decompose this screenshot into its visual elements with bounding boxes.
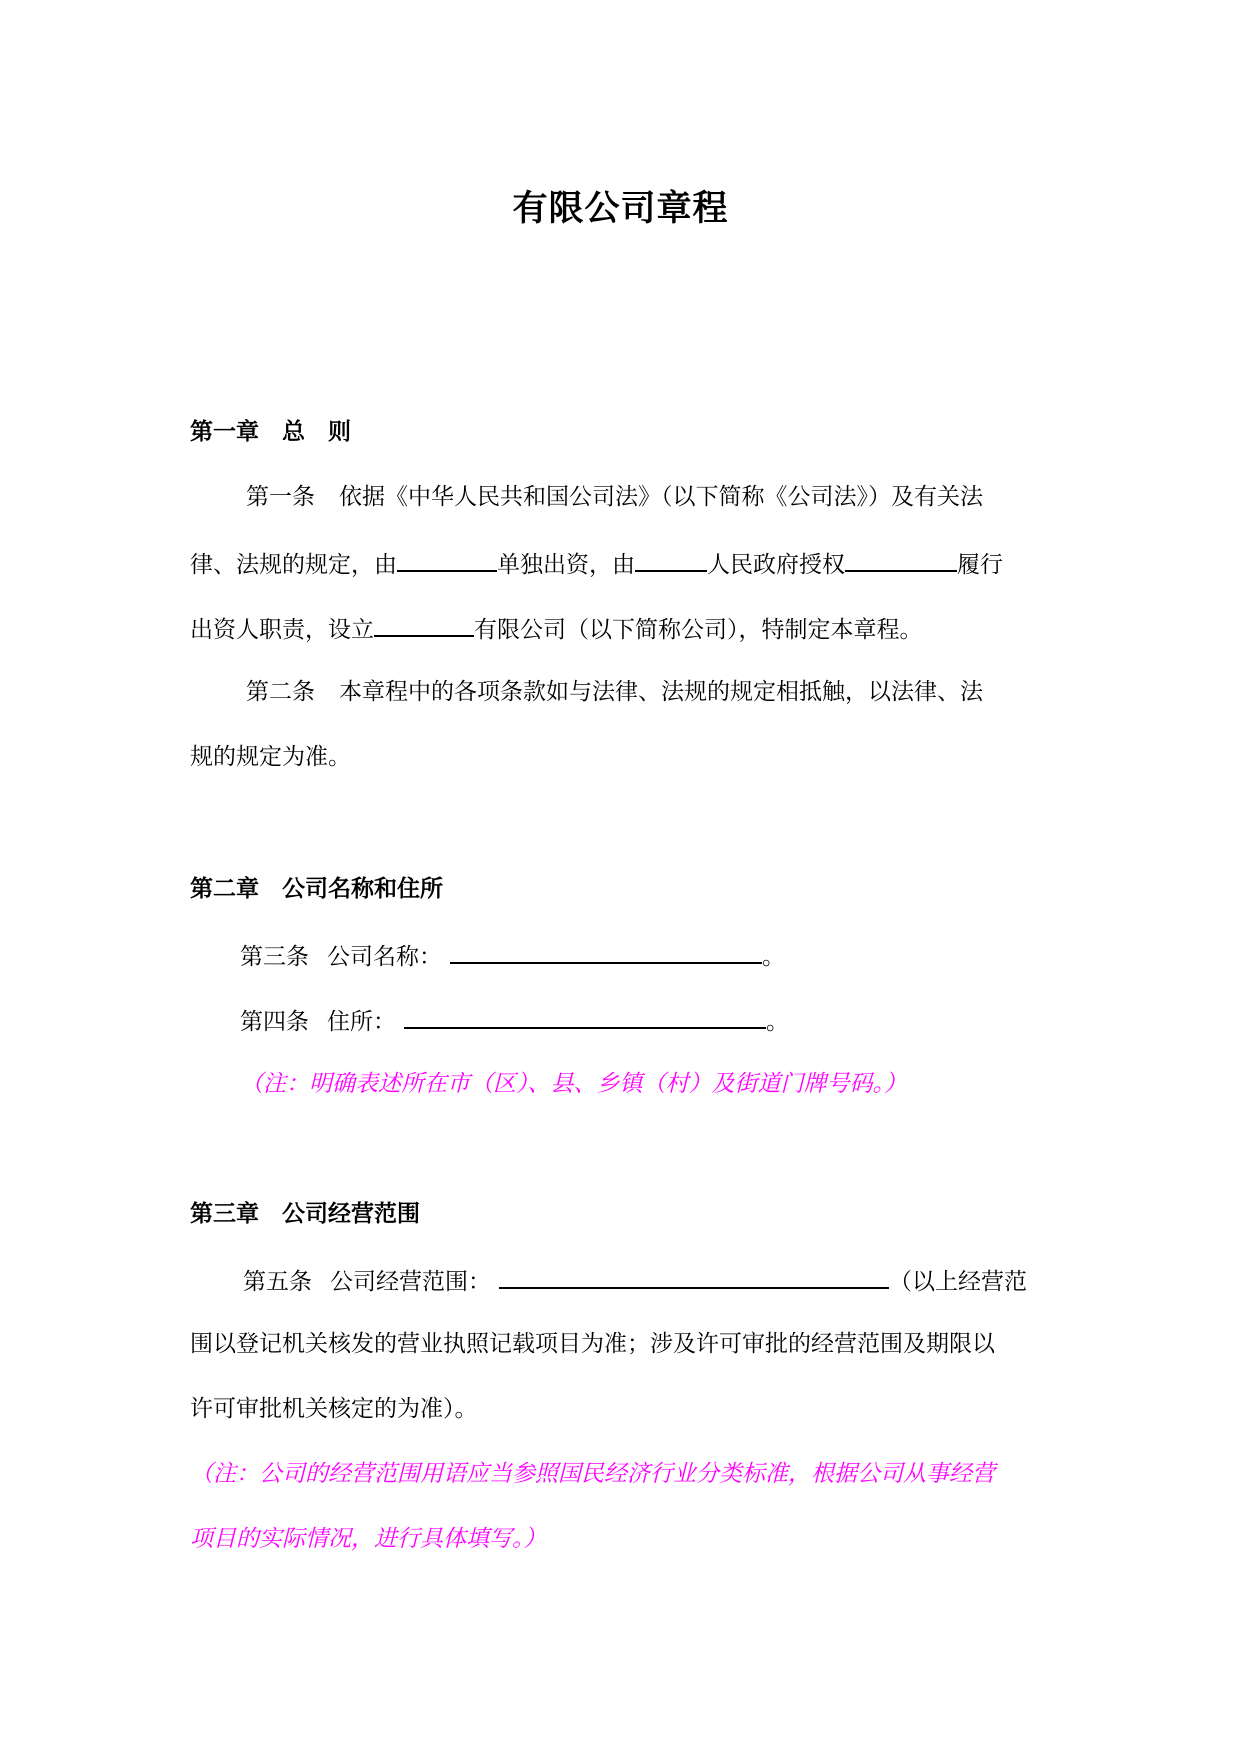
article-4-label: 第四条 [240,1009,309,1035]
article-5-line-3: 许可审批机关核定的为准）。 [190,1396,478,1422]
article-2-label: 第二条 [246,679,315,705]
period: 。 [766,1009,789,1035]
address-note: （注：明确表述所在市（区）、县、乡镇（村）及街道门牌号码。） [240,1071,907,1097]
article-1-line-2 [190,546,1003,581]
fill-in-blank[interactable] [845,546,957,572]
article-1-text: 单独出资，由 [497,552,635,578]
article-1-line-1 [246,481,983,513]
article-3-label: 第三条 [240,944,309,970]
business-scope-note-line-1: （注：公司的经营范围用语应当参照国民经济行业分类标准，根据公司从事经营 [190,1461,995,1487]
article-2-line-1 [246,676,983,708]
document-title: 有限公司章程 [512,189,729,229]
chapter-2-heading: 第二章 公司名称和住所 [190,876,443,902]
chapter-1-heading: 第一章 总 则 [190,419,351,445]
article-1-label: 第一条 [246,484,315,510]
article-3 [240,938,785,973]
article-2-text: 本章程中的各项条款如与法律、法规的规定相抵触，以法律、法 [339,679,983,705]
company-name-blank[interactable] [450,938,762,964]
article-5-label: 第五条 [243,1269,312,1295]
article-1-text: 人民政府授权 [707,552,845,578]
article-4 [240,1003,789,1038]
article-1-text: 出资人职责，设立 [190,617,374,643]
address-blank[interactable] [404,1003,766,1029]
article-5-line-1 [243,1263,1027,1298]
fill-in-blank[interactable] [374,611,474,637]
article-4-text: 住所： [327,1009,396,1035]
period: 。 [762,944,785,970]
business-scope-blank[interactable] [499,1263,889,1289]
article-1-line-3 [190,611,923,646]
business-scope-note-line-2: 项目的实际情况，进行具体填写。） [190,1526,547,1552]
article-1-text: 履行 [957,552,1003,578]
article-5-text: （以上经营范 [889,1269,1027,1295]
fill-in-blank[interactable] [635,546,707,572]
article-5-text: 公司经营范围： [330,1269,491,1295]
fill-in-blank[interactable] [397,546,497,572]
chapter-3-heading: 第三章 公司经营范围 [190,1201,420,1227]
article-5-line-2: 围以登记机关核发的营业执照记载项目为准；涉及许可审批的经营范围及期限以 [190,1331,995,1357]
article-1-text: 依据《中华人民共和国公司法》（以下简称《公司法》）及有关法 [339,484,983,510]
article-1-text: 律、法规的规定，由 [190,552,397,578]
article-1-text: 有限公司（以下简称公司），特制定本章程。 [474,617,923,643]
article-2-line-2: 规的规定为准。 [190,744,351,770]
article-3-text: 公司名称： [327,944,442,970]
